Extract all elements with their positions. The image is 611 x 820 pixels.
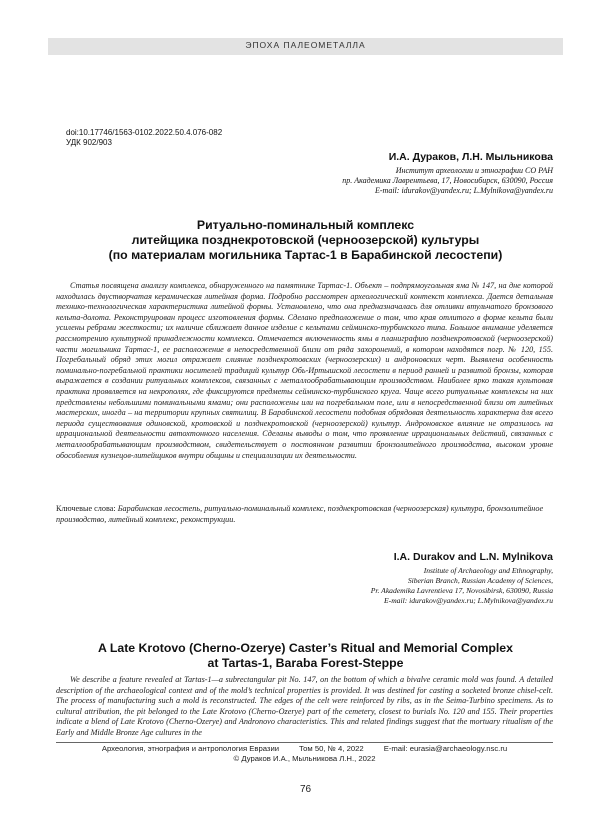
abstract-ru: Статья посвящена анализу комплекса, обнаруженного на памятнике Тартас-1. Объект – подпрямоугольная яма № 147, на дне которой находилась двустворчатая керамическая литейная форма. Подробно рассмотрен археологический контекст комплекса. Дается детальная технико-технологическая характеристика литейной формы. Установлено, что она предназначалась для отливки втульчатого бронзового кельта-долота. Реконструирован процесс изготовления формы. Сделано предположение о том, что края отлитого в форме кельта были усилены ребрами жесткости; их наличие сближает данное изделие с кельтами сейминско-турбинского типа. Большое внимание уделяется рассмотрению культурной принадлежности комплекса. Отмечается включенность ямы в планиграфию позднекротовской (черноозерской) части могильника Тартас-1, ее расположение в непосредственной близи от ряда захоронений, в котором находятся погр. № 120, 155. Погребальный обряд этих могил отражает слияние позднекротовских (черноозерских) и андроновских черт. Выявлена особенность поминально-погребальной практики носителей традиций культур Обь-Иртышской лесостепи в период ранней и развитой бронзы, которая выражается в создании ритуальных комплексов, связанных с металлообрабатывающим производством. Наиболее ярко такая культовая практика проявляется на некрополях, где фиксируются предметы сейминско-турбинского круга. Чаще всего ритуальные комплексы на них представлены небольшими поминальными ямами; они расположены или на погребальном поле, или в непосредственной близи от литейных мастерских, иногда – на территории крупных святилищ. В Барабинской лесостепи подобная обрядовая деятельность характерна для всего периода существования одиновской, кротовской и позднекротовской (черноозерской) культур. Андроновское влияние не отразилось на иррациональной деятельности автохтонного населения. Сделаны выводы о том, что проявление иррациональных действий, связанных с металлообрабатывающим производством, свидетельствует о постоянном развитии бронзолитейного производства, высоком уровне обособления кузнецов-литейщиков внутри общины и специализации их деятельности.: [56, 281, 553, 460]
abstract-en: We describe a feature revealed at Tartas-1—a subrectangular pit No. 147, on the bottom of which a bivalve ceramic mold was found. A detailed description of the archaeological context and of the mold’s technical properties is provided. It was destined for casting a socketed bronze chisel-celt. The process of manufacturing such a mold is reconstructed. The edges of the celt were reinforced by ribs, as in the Seima-Turbino specimens. As to cultural attribution, the pit belonged to the Late Krotovo (Cherno-Ozerye) part of the cemetery, closest to burials No. 120 and 155. Their properties indicate a blend of Late Krotovo (Cherno-Ozerye) and Andronovo characteristics. This and related findings suggest that the mortuary ritualism of the Early and Middle Bronze Age cultures in the: [56, 675, 553, 737]
footer-copyright: © Дураков И.А., Мыльникова Л.Н., 2022: [233, 754, 376, 763]
title-en: [70, 641, 541, 671]
section-title: ЭПОХА ПАЛЕОМЕТАЛЛА: [245, 40, 366, 50]
page-number: 76: [299, 784, 312, 795]
footer: [56, 744, 553, 764]
footer-divider: [56, 742, 553, 743]
keywords-text: Барабинская лесостепь, ритуально-поминальный комплекс, позднекротовская (черноозерская) культура, бронзолитейное производство, литейный комплекс, реконструкции.: [56, 504, 544, 524]
keywords-label: Ключевые слова:: [56, 504, 116, 513]
affiliation-en-1: Institute of Archaeology and Ethnography,: [423, 566, 553, 575]
title-en-line-1: A Late Krotovo (Cherno-Ozerye) Caster’s Ritual and Memorial Complex: [98, 641, 513, 655]
email-ru: E-mail: idurakov@yandex.ru; L.Mylnikova@yandex.ru: [375, 186, 553, 195]
title-en-line-2: at Tartas-1, Baraba Forest-Steppe: [207, 656, 404, 670]
affiliation-ru-2: пр. Академика Лаврентьева, 17, Новосибирск, 630090, Россия: [342, 176, 553, 185]
affiliation-en-3: Pr. Akademika Lavrentieva 17, Novosibirsk, 630090, Russia: [370, 586, 553, 595]
authors-en: I.A. Durakov and L.N. Mylnikova: [393, 551, 553, 563]
keywords-ru: [56, 503, 553, 525]
footer-journal: Археология, этнография и антропология Евразии: [101, 744, 280, 753]
title-ru: [70, 218, 541, 263]
footer-email: E-mail: eurasia@archaeology.nsc.ru: [383, 744, 508, 753]
affiliation-ru-1: Институт археологии и этнографии СО РАН: [395, 166, 553, 175]
title-ru-line-3: (по материалам могильника Тартас-1 в Барабинской лесостепи): [108, 248, 503, 262]
authors-ru: И.А. Дураков, Л.Н. Мыльникова: [388, 151, 553, 163]
title-ru-line-1: Ритуально-поминальный комплекс: [196, 218, 415, 232]
title-ru-line-2: литейщика позднекротовской (черноозерской) культуры: [131, 233, 480, 247]
udk: УДК 902/903: [66, 138, 112, 147]
footer-volume: Том 50, № 4, 2022: [299, 744, 364, 753]
email-en: E-mail: idurakov@yandex.ru; L.Mylnikova@yandex.ru: [384, 596, 553, 605]
affiliation-en-2: Siberian Branch, Russian Academy of Sciences,: [407, 576, 553, 585]
doi: doi:10.17746/1563-0102.2022.50.4.076-082: [66, 128, 223, 137]
